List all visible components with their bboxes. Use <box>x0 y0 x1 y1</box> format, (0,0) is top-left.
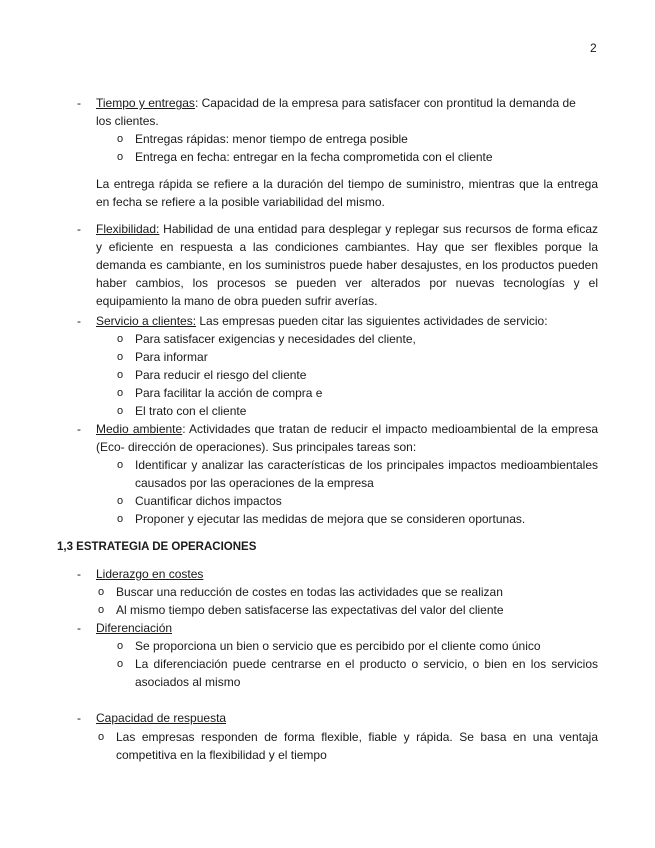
list-item: Para informar <box>135 350 208 364</box>
dash-bullet: - <box>77 711 81 725</box>
sub-bullet: o <box>117 513 124 525</box>
liderazgo-label: Liderazgo en costes <box>96 567 204 581</box>
list-item: Para facilitar la acción de compra e <box>135 386 323 400</box>
medio-ambiente-text: : Actividades que tratan de reducir el impacto medioambiental de la empresa (Eco- dirección de operaciones). Sus principales tareas son: <box>96 422 598 454</box>
dash-bullet: - <box>77 621 81 635</box>
sub-bullet: o <box>98 586 105 598</box>
list-item: Para reducir el riesgo del cliente <box>135 368 307 382</box>
sub-bullet: o <box>117 151 124 163</box>
sub-bullet: o <box>117 495 124 507</box>
sub-bullet: o <box>117 658 124 670</box>
sub-bullet: o <box>117 333 124 345</box>
list-item: Al mismo tiempo deben satisfacerse las expectativas del valor del cliente <box>116 603 504 617</box>
sub-bullet: o <box>117 369 124 381</box>
list-item: Para satisfacer exigencias y necesidades del cliente, <box>135 332 416 346</box>
capacidad-label: Capacidad de respuesta <box>96 711 227 725</box>
medio-ambiente-paragraph <box>96 420 598 456</box>
list-item: Entregas rápidas: menor tiempo de entrega posible <box>135 132 408 146</box>
tiempo-entregas-text-line2: los clientes. <box>96 114 159 128</box>
tiempo-entregas-paragraph <box>96 94 598 130</box>
sub-bullet: o <box>117 387 124 399</box>
dash-bullet: - <box>77 567 81 581</box>
sub-bullet: o <box>117 133 124 145</box>
sub-bullet: o <box>98 604 105 616</box>
sub-bullet: o <box>117 459 124 471</box>
medio-ambiente-label: Medio ambiente <box>96 422 183 436</box>
dash-bullet: - <box>77 222 81 236</box>
sub-bullet: o <box>117 640 124 652</box>
flexibilidad-text: Habilidad de una entidad para desplegar y replegar sus recursos de forma eficaz y eficiente en respuesta a las condiciones cambiantes. Hay que ser flexibles porque la demanda es cambiante, en los suministros puede haber desajustes, en los productos pueden haber cambios, los procesos se pueden ver alterados por nuevas tecnologías y el equipamiento la mano de obra pueden sufrir averías. <box>96 222 598 308</box>
sub-bullet: o <box>98 731 105 743</box>
page-number: 2 <box>590 41 597 55</box>
servicio-text: Las empresas pueden citar las siguientes actividades de servicio: <box>196 314 548 328</box>
sub-bullet: o <box>117 405 124 417</box>
dash-bullet: - <box>77 96 81 110</box>
dash-bullet: - <box>77 422 81 436</box>
flexibilidad-label: Flexibilidad: <box>96 222 160 236</box>
list-item: Buscar una reducción de costes en todas las actividades que se realizan <box>116 585 503 599</box>
servicio-label: Servicio a clientes: <box>96 314 197 328</box>
list-item: Cuantificar dichos impactos <box>135 494 282 508</box>
servicio-paragraph <box>96 312 598 330</box>
entrega-note-paragraph: La entrega rápida se refiere a la duración del tiempo de suministro, mientras que la entrega en fecha se refiere a la posible variabilidad del mismo. <box>96 177 598 209</box>
list-item: Se proporciona un bien o servicio que es percibido por el cliente como único <box>135 639 541 653</box>
list-item: Las empresas responden de forma flexible, fiable y rápida. Se basa en una ventaja competitiva en la flexibilidad y el tiempo <box>116 730 598 762</box>
sub-bullet: o <box>117 351 124 363</box>
diferenciacion-label: Diferenciación <box>96 621 173 635</box>
list-item: El trato con el cliente <box>135 404 247 418</box>
list-item: Identificar y analizar las características de los principales impactos medioambientales causados por las operaciones de la empresa <box>135 458 598 490</box>
section-heading: 1,3 ESTRATEGIA DE OPERACIONES <box>57 541 257 553</box>
dash-bullet: - <box>77 314 81 328</box>
tiempo-entregas-text: : Capacidad de la empresa para satisfacer con prontitud la demanda de <box>194 96 576 110</box>
list-item: Proponer y ejecutar las medidas de mejora que se consideren oportunas. <box>135 512 526 526</box>
list-item: Entrega en fecha: entregar en la fecha comprometida con el cliente <box>135 150 493 164</box>
flexibilidad-paragraph <box>96 220 598 310</box>
list-item: La diferenciación puede centrarse en el producto o servicio, o bien en los servicios asociados al mismo <box>135 657 598 689</box>
tiempo-entregas-label: Tiempo y entregas <box>96 96 195 110</box>
